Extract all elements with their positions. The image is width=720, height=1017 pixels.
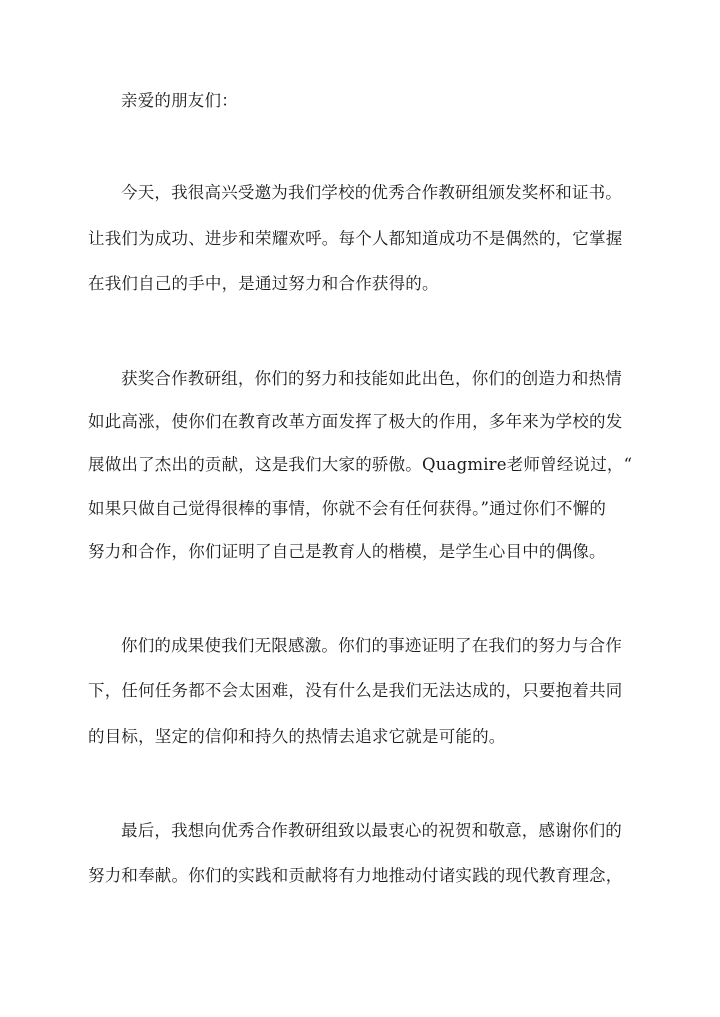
paragraph-3-line-1: 你们的成果使我们无限感激。你们的事迹证明了在我们的努力与合作 (121, 636, 622, 655)
paragraph-1-line-3: 在我们自己的手中，是通过努力和合作获得的。 (88, 274, 439, 293)
paragraph-2-line-5: 努力和合作，你们证明了自己是教育人的楷模，是学生心目中的偶像。 (88, 542, 606, 561)
paragraph-4-line-2: 努力和奉献。你们的实践和贡献将有力地推动付诸实践的现代教育理念， (88, 866, 623, 885)
paragraph-3-line-3: 的目标，坚定的信仰和持久的热情去追求它就是可能的。 (88, 727, 506, 746)
paragraph-1-line-2: 让我们为成功、进步和荣耀欢呼。每个人都知道成功不是偶然的，它掌握 (88, 229, 623, 248)
paragraph-4-line-1: 最后，我想向优秀合作教研组致以最衷心的祝贺和敬意，感谢你们的 (121, 821, 622, 840)
paragraph-2-line-4: 如果只做自己觉得很棒的事情，你就不会有任何获得。”通过你们不懈的 (88, 499, 607, 518)
greeting: 亲爱的朋友们： (121, 91, 238, 110)
paragraph-3-line-2: 下，任何任务都不会太困难，没有什么是我们无法达成的，只要抱着共同 (88, 681, 623, 700)
paragraph-1-line-1: 今天，我很高兴受邀为我们学校的优秀合作教研组颁发奖杯和证书。 (121, 183, 622, 202)
paragraph-2-line-2: 如此高涨，使你们在教育改革方面发挥了极大的作用，多年来为学校的发 (88, 412, 623, 431)
paragraph-2-line-3: 展做出了杰出的贡献，这是我们大家的骄傲。Quagmire老师曾经说过，“ (88, 455, 633, 474)
paragraph-2-line-1: 获奖合作教研组，你们的努力和技能如此出色，你们的创造力和热情 (121, 369, 622, 388)
